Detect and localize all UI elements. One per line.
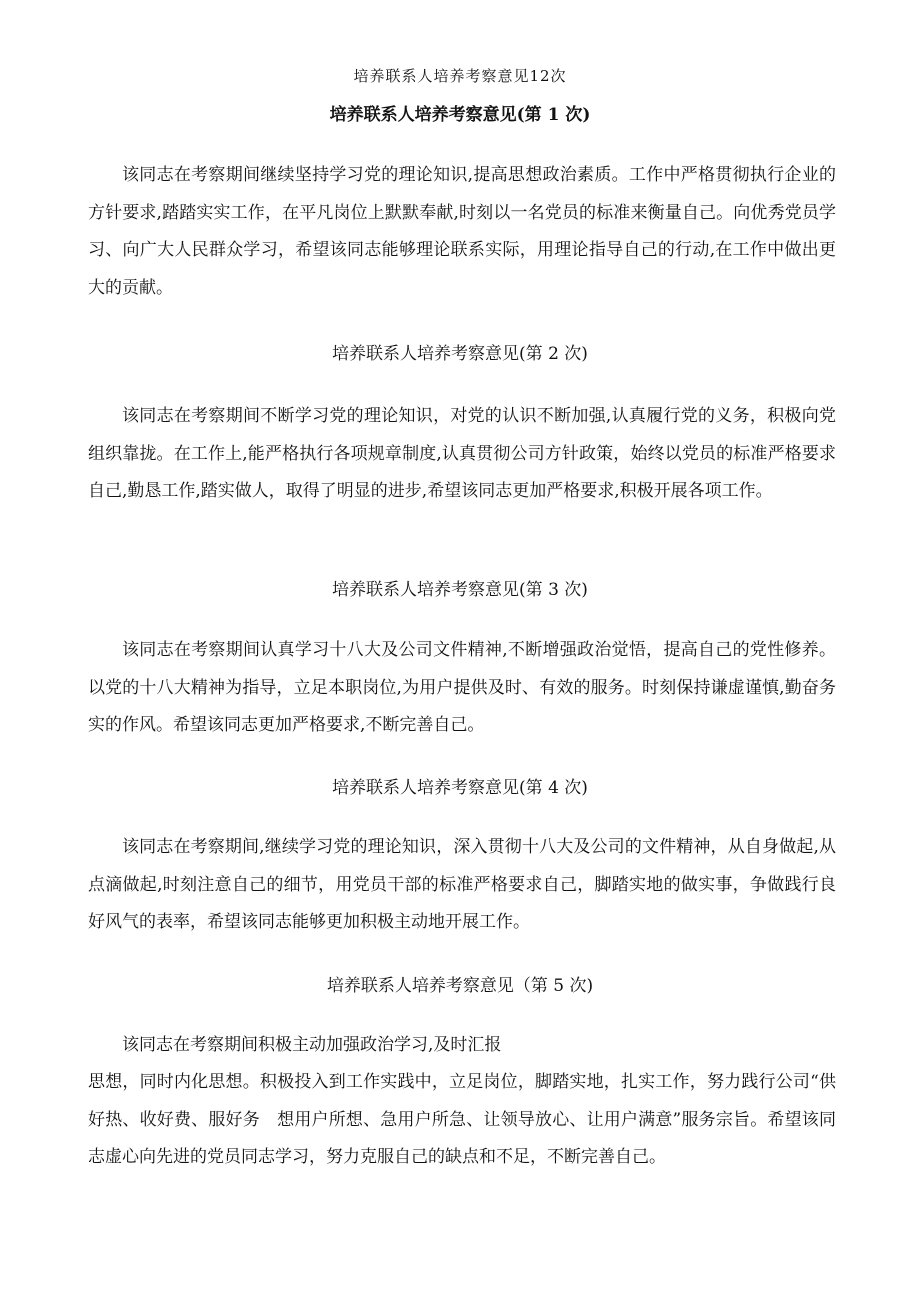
section-5-body-first-line: 该同志在考察期间积极主动加强政治学习,及时汇报 <box>122 1035 502 1055</box>
section-3-heading: 培养联系人培养考察意见(第 3 次) <box>332 580 588 600</box>
section-2-heading: 培养联系人培养考察意见(第 2 次) <box>332 344 588 364</box>
section-5 <box>0 973 920 999</box>
section-3 <box>0 577 920 603</box>
document-title: 培养联系人培养考察意见12次 <box>353 67 567 85</box>
section-1 <box>0 102 920 128</box>
section-1-body: 该同志在考察期间继续坚持学习党的理论知识,提高思想政治素质。工作中严格贯彻执行企业的方针要求,踏踏实实工作，在平凡岗位上默默奉献,时刻以一名党员的标准来衡量自己。向优秀党员学习、向广大人民群众学习，希望该同志能够理论联系实际，用理论指导自己的行动,在工作中做出更大的贡献。 <box>88 165 836 298</box>
section-4-heading: 培养联系人培养考察意见(第 4 次) <box>332 778 588 798</box>
section-1-heading: 培养联系人培养考察意见(第 1 次) <box>329 105 591 125</box>
section-2 <box>0 341 920 367</box>
section-2-body: 该同志在考察期间不断学习党的理论知识，对党的认识不断加强,认真履行党的义务，积极向党组织靠拢。在工作上,能严格执行各项规章制度,认真贯彻公司方针政策，始终以党员的标准严格要求自己,勤恳工作,踏实做人，取得了明显的进步,希望该同志更加严格要求,积极开展各项工作。 <box>88 406 836 501</box>
section-3-body: 该同志在考察期间认真学习十八大及公司文件精神,不断增强政治觉悟，提高自己的党性修养。以党的十八大精神为指导，立足本职岗位,为用户提供及时、有效的服务。时刻保持谦虚谨慎,勤奋务实的作风。希望该同志更加严格要求,不断完善自己。 <box>88 640 836 735</box>
section-5-body: 思想，同时内化思想。积极投入到工作实践中，立足岗位，脚踏实地，扎实工作，努力践行公司“供好热、收好费、服好务 想用户所想、急用户所急、让领导放心、让用户满意”服务宗旨。希望该同志虚心向先进的党员同志学习，努力克服自己的缺点和不足，不断完善自己。 <box>88 1072 836 1167</box>
section-5-heading: 培养联系人培养考察意见（第 5 次) <box>326 976 594 996</box>
section-4 <box>0 775 920 801</box>
section-4-body: 该同志在考察期间,继续学习党的理论知识，深入贯彻十八大及公司的文件精神，从自身做起,从点滴做起,时刻注意自己的细节，用党员干部的标准严格要求自己，脚踏实地的做实事，争做践行良好风气的表率，希望该同志能够更加积极主动地开展工作。 <box>88 837 836 932</box>
